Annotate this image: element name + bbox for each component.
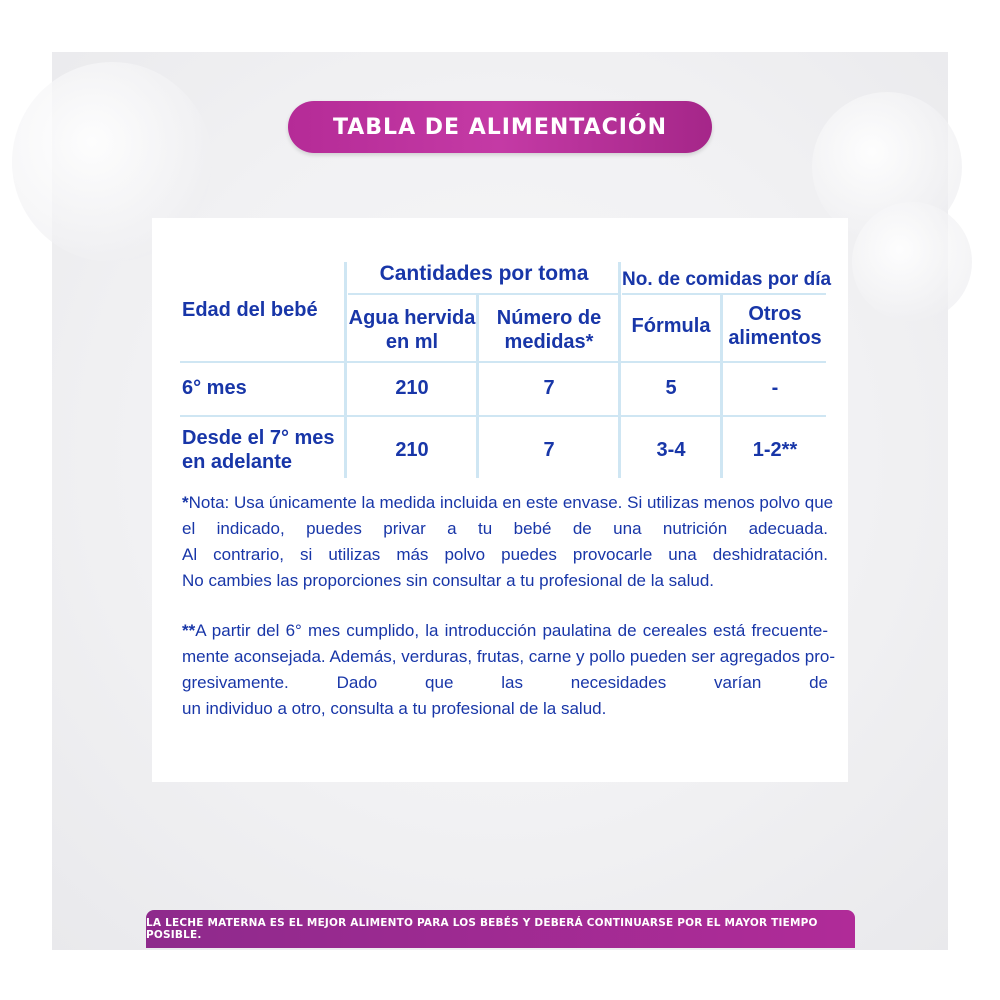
page-title: TABLA DE ALIMENTACIÓN [332, 114, 668, 140]
other-header-line1: Otros [748, 303, 802, 325]
note-line: mente aconsejada. Además, verduras, frutas, carne y pollo pueden ser agregados pro- [182, 647, 835, 666]
background-bubble [852, 202, 972, 322]
row1-formula: 5 [665, 377, 677, 399]
row1-age: 6° mes [182, 377, 247, 399]
disclaimer-text: LA LECHE MATERNA ES EL MEJOR ALIMENTO PARA LOS BEBÉS Y DEBERÁ CONTINUARSE POR EL MAYOR TIEMPO POSIBLE. [146, 917, 818, 941]
water-column-header [348, 306, 476, 354]
breastfeeding-disclaimer-bar [146, 910, 855, 948]
note-line [182, 618, 828, 644]
note-text: Nota: Usa únicamente la medida incluida en este envase. Si utilizas menos polvo que [188, 493, 834, 512]
note-line [182, 490, 834, 516]
water-header-line1: Agua hervida [348, 307, 476, 329]
row2-formula: 3-4 [656, 439, 686, 461]
cereal-note [182, 618, 835, 722]
measure-note [182, 490, 834, 594]
formula-column-header: Fórmula [631, 315, 711, 337]
note-asterisk: * [182, 493, 189, 512]
row-divider [180, 415, 826, 417]
title-banner [288, 101, 712, 153]
column-divider [720, 294, 723, 478]
row1-water: 210 [395, 377, 429, 399]
measures-header-line1: Número de [496, 307, 602, 329]
measures-column-header [480, 306, 618, 354]
note-line: No cambies las proporciones sin consultar a tu profesional de la salud. [182, 571, 715, 590]
note-line: Al contrario, si utilizas más polvo puedes provocarle una deshidratación. [182, 545, 828, 564]
row2-age-line1: Desde el 7° mes [182, 427, 335, 449]
row1-other: - [771, 377, 779, 399]
other-foods-column-header [724, 302, 826, 350]
row2-other: 1-2** [752, 439, 798, 461]
note-text: A partir del 6° mes cumplido, la introducción paulatina de cereales está frecuente- [195, 621, 828, 640]
column-divider [476, 294, 479, 478]
row-divider [622, 293, 826, 295]
row2-age-line2: en adelante [182, 451, 293, 473]
note-asterisks: ** [182, 621, 196, 640]
row1-measures: 7 [543, 377, 555, 399]
quantities-group-header: Cantidades por toma [379, 262, 589, 285]
measures-header-line2: medidas* [504, 331, 594, 353]
water-header-line2: en ml [385, 331, 439, 353]
row2-measures: 7 [543, 439, 555, 461]
feeding-table-card [152, 218, 848, 782]
column-divider [618, 262, 621, 478]
row-divider [180, 361, 826, 363]
row2-water: 210 [395, 439, 429, 461]
meals-group-header: No. de comidas por día [622, 269, 832, 290]
note-line: un individuo a otro, consulta a tu profesional de la salud. [182, 699, 607, 718]
row-divider [348, 293, 618, 295]
note-line: el indicado, puedes privar a tu bebé de una nutrición adecuada. [182, 519, 828, 538]
note-line: gresivamente. Dado que las necesidades varían de [182, 673, 828, 692]
age-column-header: Edad del bebé [182, 299, 318, 321]
row2-age [182, 426, 347, 474]
other-header-line2: alimentos [728, 327, 822, 349]
